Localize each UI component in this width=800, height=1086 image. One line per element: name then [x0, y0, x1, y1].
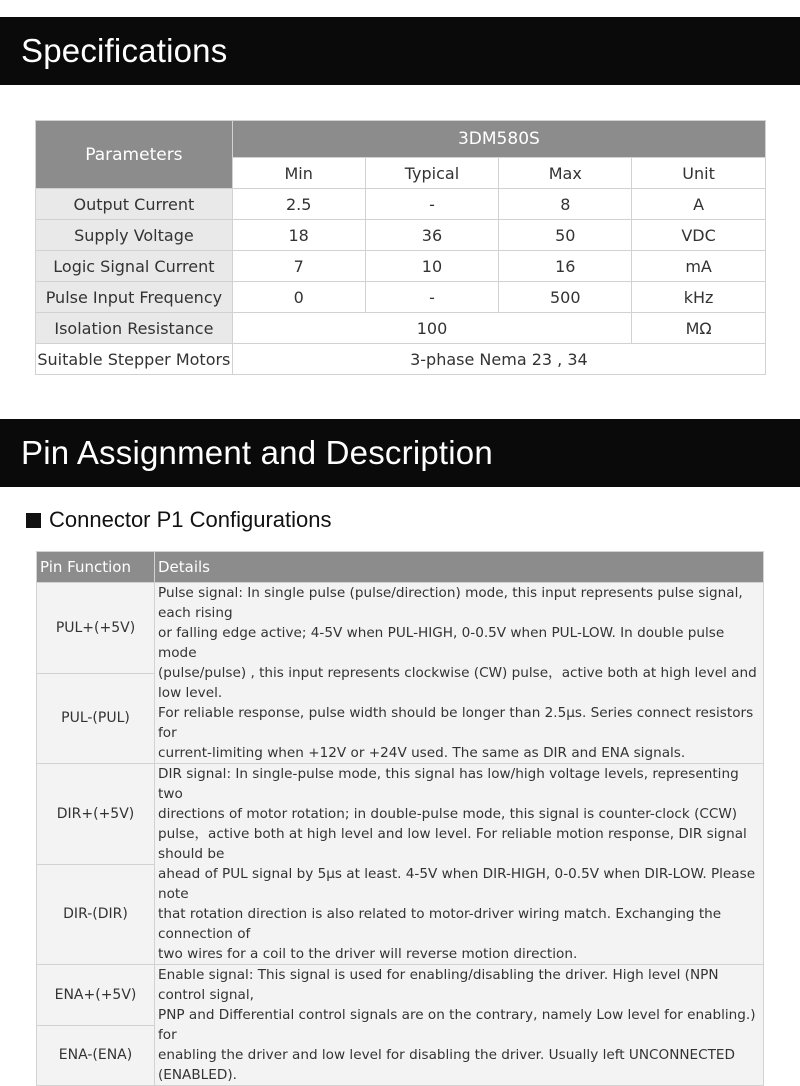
pin-assignment-title: Pin Assignment and Description	[21, 434, 493, 471]
pin-details	[155, 764, 764, 965]
col-header-min: Min	[232, 158, 365, 189]
spec-typical: -	[365, 189, 499, 220]
detail-line: Enable signal: This signal is used for enabling/disabling the driver. High level (NPN control signal,	[158, 967, 719, 1003]
detail-line: two wires for a coil to the driver will reverse motion direction.	[158, 946, 578, 962]
spec-typical: -	[365, 282, 499, 313]
pin-cell: PUL-(PUL)	[37, 673, 155, 764]
detail-line: or falling edge active; 4-5V when PUL-HIGH, 0-0.5V when PUL-LOW. In double pulse mode	[158, 625, 725, 661]
pin-assignment-banner	[0, 419, 800, 487]
pin-cell: DIR+(+5V)	[37, 764, 155, 865]
specifications-table	[35, 120, 766, 375]
spec-unit: A	[632, 189, 766, 220]
col-header-max: Max	[499, 158, 632, 189]
spec-row	[36, 282, 766, 313]
model-header: 3DM580S	[232, 121, 765, 158]
pin-cell: ENA-(ENA)	[37, 1025, 155, 1086]
spec-max: 50	[499, 220, 632, 251]
detail-line: For reliable response, pulse width should be longer than 2.5μs. Series connect resistors for	[158, 705, 754, 741]
spec-row-motors	[36, 344, 766, 375]
detail-line: directions of motor rotation; in double-pulse mode, this signal is counter-clock (CCW)	[158, 806, 738, 822]
detail-line: current-limiting when +12V or +24V used. The same as DIR and ENA signals.	[158, 745, 686, 761]
spec-typical: 36	[365, 220, 499, 251]
isolation-unit: MΩ	[632, 313, 766, 344]
spec-max: 500	[499, 282, 632, 313]
spec-typical: 10	[365, 251, 499, 282]
spec-param: Output Current	[36, 189, 233, 220]
motors-value: 3-phase Nema 23 , 34	[232, 344, 765, 375]
connector-heading	[26, 507, 332, 533]
spec-max: 8	[499, 189, 632, 220]
spec-unit: kHz	[632, 282, 766, 313]
spec-param: Pulse Input Frequency	[36, 282, 233, 313]
detail-line: DIR signal: In single-pulse mode, this signal has low/high voltage levels, representing two	[158, 766, 739, 802]
spec-min: 18	[232, 220, 365, 251]
parameters-header: Parameters	[36, 121, 233, 189]
detail-line: ahead of PUL signal by 5μs at least. 4-5V when DIR-HIGH, 0-0.5V when DIR-LOW. Please note	[158, 866, 756, 902]
detail-line: enabling the driver and low level for disabling the driver. Usually left UNCONNECTED (ENABLED).	[158, 1047, 735, 1083]
spec-row	[36, 220, 766, 251]
square-bullet-icon	[26, 513, 41, 528]
detail-line: pulse，active both at high level and low level. For reliable motion response, DIR signal should be	[158, 826, 747, 862]
spec-min: 0	[232, 282, 365, 313]
connector-heading-text: Connector P1 Configurations	[49, 507, 332, 532]
spec-param: Isolation Resistance	[36, 313, 233, 344]
spec-row	[36, 189, 766, 220]
col-header-unit: Unit	[632, 158, 766, 189]
detail-line: (pulse/pulse) , this input represents clockwise (CW) pulse，active both at high level and low level.	[158, 665, 757, 701]
pin-cell: PUL+(+5V)	[37, 583, 155, 674]
spec-row-isolation	[36, 313, 766, 344]
specifications-title: Specifications	[21, 32, 228, 69]
spec-param: Suitable Stepper Motors	[36, 344, 233, 375]
pin-cell: ENA+(+5V)	[37, 965, 155, 1026]
spec-param: Supply Voltage	[36, 220, 233, 251]
pin-details	[155, 583, 764, 764]
specifications-banner	[0, 17, 800, 85]
pin-details	[155, 965, 764, 1086]
spec-min: 2.5	[232, 189, 365, 220]
detail-line: Pulse signal: In single pulse (pulse/direction) mode, this input represents pulse signal, each rising	[158, 585, 743, 621]
isolation-value: 100	[232, 313, 631, 344]
spec-param: Logic Signal Current	[36, 251, 233, 282]
details-header: Details	[155, 552, 764, 583]
pin-table	[36, 551, 764, 1086]
spec-min: 7	[232, 251, 365, 282]
pin-cell: DIR-(DIR)	[37, 864, 155, 965]
spec-unit: VDC	[632, 220, 766, 251]
detail-line: that rotation direction is also related to motor-driver wiring match. Exchanging the connection of	[158, 906, 722, 942]
spec-row	[36, 251, 766, 282]
pin-function-header: Pin Function	[37, 552, 155, 583]
spec-max: 16	[499, 251, 632, 282]
detail-line: PNP and Differential control signals are on the contrary, namely Low level for enabling.) for	[158, 1007, 756, 1043]
col-header-typical: Typical	[365, 158, 499, 189]
spec-unit: mA	[632, 251, 766, 282]
